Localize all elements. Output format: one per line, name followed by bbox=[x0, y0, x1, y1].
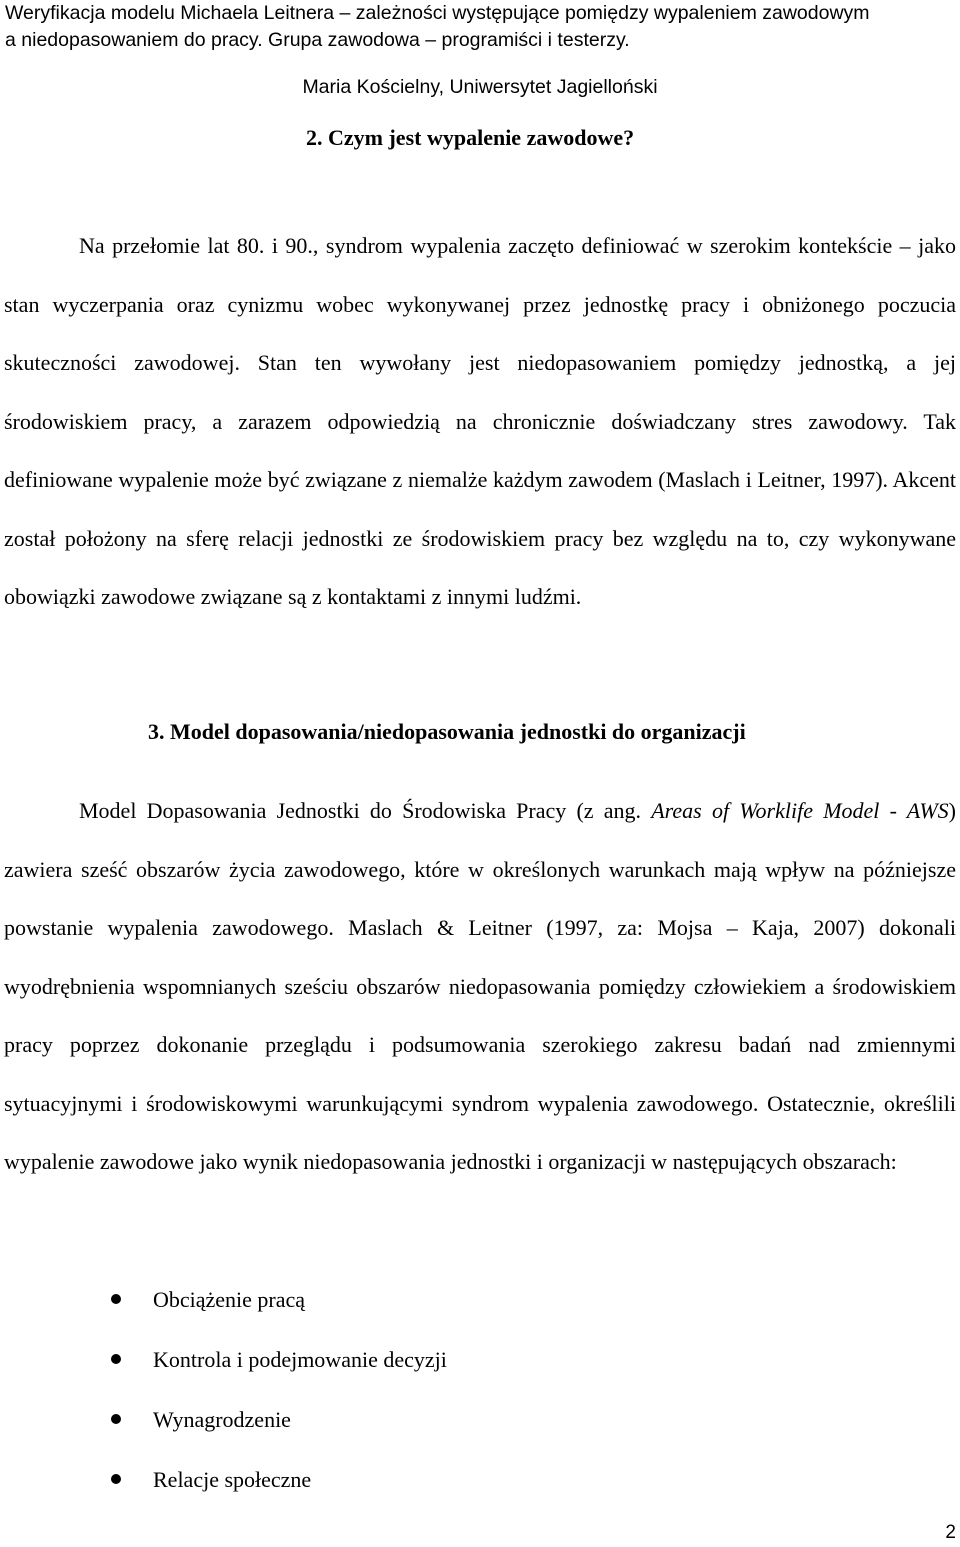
bullet-icon bbox=[111, 1474, 121, 1484]
bullet-icon bbox=[111, 1414, 121, 1424]
list-item bbox=[0, 1390, 960, 1450]
list-item bbox=[0, 1330, 960, 1390]
worklife-areas-list bbox=[0, 1270, 960, 1510]
list-item bbox=[0, 1270, 960, 1330]
section-3-heading: 3. Model dopasowania/niedopasowania jednostki do organizacji bbox=[148, 719, 746, 744]
bullet-icon bbox=[111, 1354, 121, 1364]
section-2-paragraph: Na przełomie lat 80. i 90., syndrom wypalenia zaczęto definiować w szerokim kontekście – jako stan wyczerpania oraz cynizmu wobec wykonywanej przez jednostkę pracy i obniżonego poczucia skuteczności zawodowej. Stan ten wywołany jest niedopasowaniem pomiędzy jednostką, a jej środowiskiem pracy, a zarazem odpowiedzią na chronicznie doświadczany stres zawodowy. Tak definiowane wypalenie może być związane z niemalże każdym zawodem (Maslach i Leitner, 1997). Akcent został położony na sferę relacji jednostki ze środowiskiem pracy bez względu na to, czy wykonywane obowiązki zawodowe związane są z kontaktami z innymi ludźmi. bbox=[4, 233, 956, 609]
section-2-heading: 2. Czym jest wypalenie zawodowe? bbox=[306, 125, 635, 150]
list-item bbox=[0, 1450, 960, 1510]
header-title-line-1: Weryfikacja modelu Michaela Leitnera – zależności występujące pomiędzy wypaleniem zawodowym bbox=[5, 2, 870, 24]
paragraph-text-after-term: ) zawiera sześć obszarów życia zawodowego, które w określonych warunkach mają wpływ na późniejsze powstanie wypalenia zawodowego. Maslach & Leitner (1997, za: Mojsa – Kaja, 2007) dokonali wyodrębnienia wspomnianych sześciu obszarów niedopasowania pomiędzy człowiekiem a środowiskiem pracy poprzez dokonanie przeglądu i podsumowania szerokiego zakresu badań nad zmiennymi sytuacyjnymi i środowiskowymi warunkującymi syndrom wypalenia zawodowego. Ostatecznie, określili wypalenie zawodowe jako wynik niedopasowania jednostki i organizacji w następujących obszarach: bbox=[4, 798, 956, 1174]
list-item-label: Wynagrodzenie bbox=[153, 1407, 291, 1432]
page-number: 2 bbox=[945, 1522, 956, 1543]
header-title-line-2: a niedopasowaniem do pracy. Grupa zawodowa – programiści i testerzy. bbox=[5, 29, 630, 51]
bullet-icon bbox=[111, 1294, 121, 1304]
list-item-label: Relacje społeczne bbox=[153, 1467, 312, 1492]
model-name-term: Areas of Worklife Model - AWS bbox=[651, 798, 949, 823]
paragraph-text-before-term: Model Dopasowania Jednostki do Środowiska Pracy (z ang. bbox=[79, 798, 652, 823]
section-3-paragraph bbox=[4, 782, 956, 1192]
list-item-label: Kontrola i podejmowanie decyzji bbox=[153, 1347, 447, 1372]
list-item-label: Obciążenie pracą bbox=[153, 1287, 306, 1312]
header-author: Maria Kościelny, Uniwersytet Jagielloński bbox=[302, 76, 658, 98]
